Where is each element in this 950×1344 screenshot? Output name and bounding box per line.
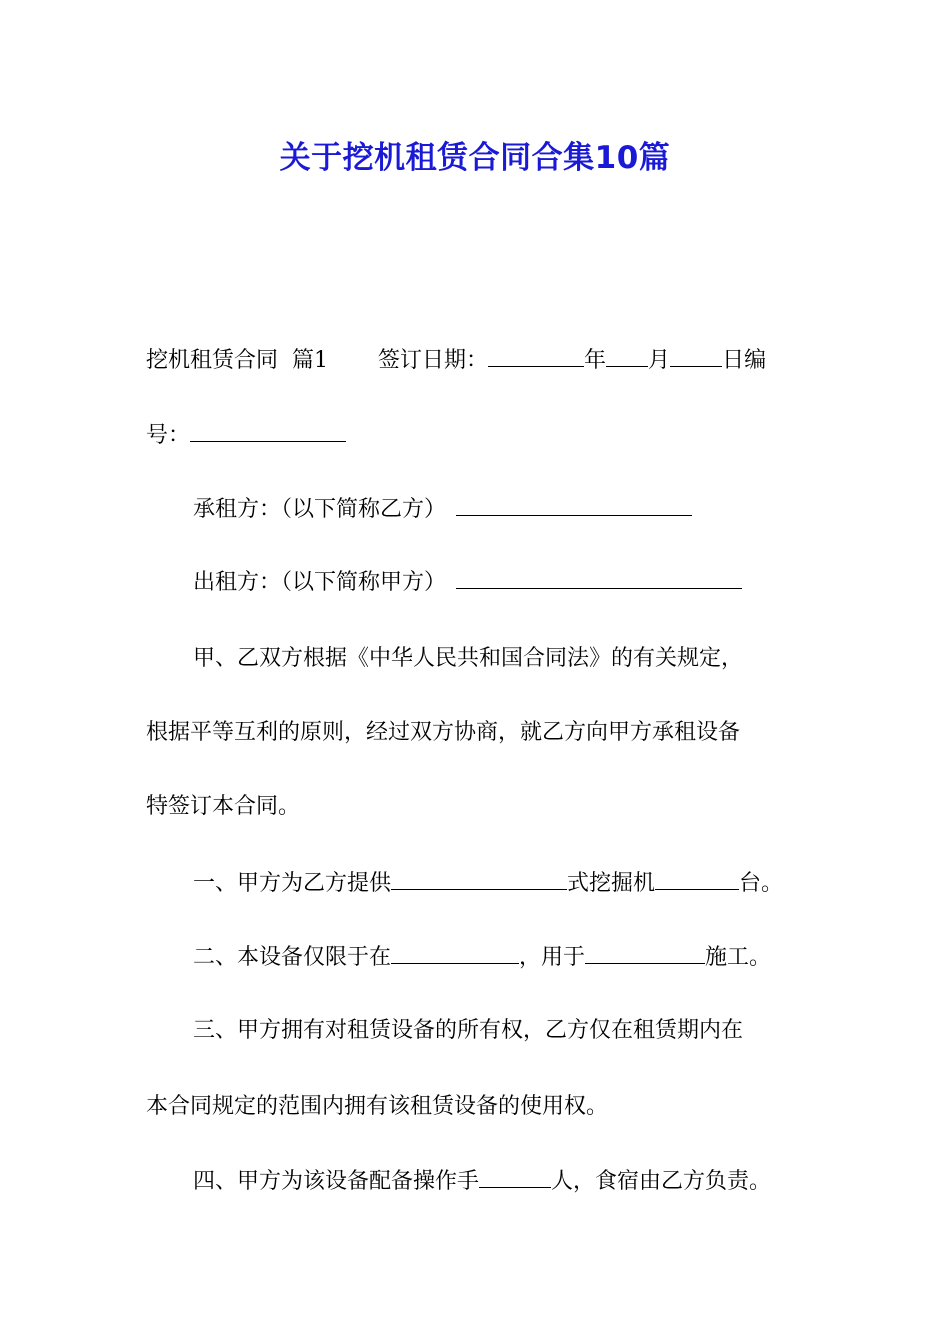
excavator-count-blank <box>655 869 739 890</box>
clause-3-line-1: 三、甲方拥有对租赁设备的所有权，乙方仅在租赁期内在 <box>193 1018 744 1043</box>
month-blank <box>606 346 648 367</box>
clause-1-suffix: 台。 <box>739 871 784 896</box>
year-blank <box>488 346 584 367</box>
clause-2-suffix: 施工。 <box>705 945 772 970</box>
day-blank <box>670 346 722 367</box>
intro-line-1: 甲、乙双方根据《中华人民共和国合同法》的有关规定， <box>193 646 744 671</box>
lessor-label: 出租方：（以下简称甲方） <box>193 570 447 595</box>
clause-1-prefix: 一、甲方为乙方提供 <box>193 871 392 896</box>
contract-heading-line <box>146 346 766 375</box>
intro-line-3: 特签订本合同。 <box>146 794 301 819</box>
lessee-line <box>193 495 692 524</box>
clause-4-prefix: 四、甲方为该设备配备操作手 <box>193 1169 480 1194</box>
number-blank <box>190 421 346 442</box>
clause-2-middle: ，用于 <box>519 945 586 970</box>
clause-1 <box>193 869 783 898</box>
clause-4 <box>193 1167 771 1196</box>
clause-2 <box>193 943 771 972</box>
article-number: 篇1 <box>292 348 329 373</box>
lessor-blank <box>456 568 742 589</box>
clause-4-suffix: 人，食宿由乙方负责。 <box>551 1169 772 1194</box>
month-label: 月 <box>648 348 671 373</box>
day-number-label: 日编 <box>722 348 767 373</box>
operator-count-blank <box>479 1167 551 1188</box>
number-label: 号： <box>146 423 191 448</box>
lessee-label: 承租方：（以下简称乙方） <box>193 497 447 522</box>
document-title: 关于挖机租赁合同合集10篇 <box>279 140 671 176</box>
year-label: 年 <box>584 348 607 373</box>
purpose-blank <box>585 943 705 964</box>
lessee-blank <box>456 495 692 516</box>
clause-2-prefix: 二、本设备仅限于在 <box>193 945 392 970</box>
contract-name: 挖机租赁合同 <box>146 348 279 373</box>
clause-1-middle: 式挖掘机 <box>567 871 656 896</box>
lessor-line <box>193 568 742 597</box>
location-blank <box>391 943 519 964</box>
excavator-type-blank <box>391 869 567 890</box>
clause-3-line-2: 本合同规定的范围内拥有该租赁设备的使用权。 <box>146 1094 609 1119</box>
intro-line-2: 根据平等互利的原则，经过双方协商，就乙方向甲方承租设备 <box>146 720 741 745</box>
sign-date-label: 签订日期： <box>378 348 489 373</box>
contract-number-line <box>146 421 346 450</box>
